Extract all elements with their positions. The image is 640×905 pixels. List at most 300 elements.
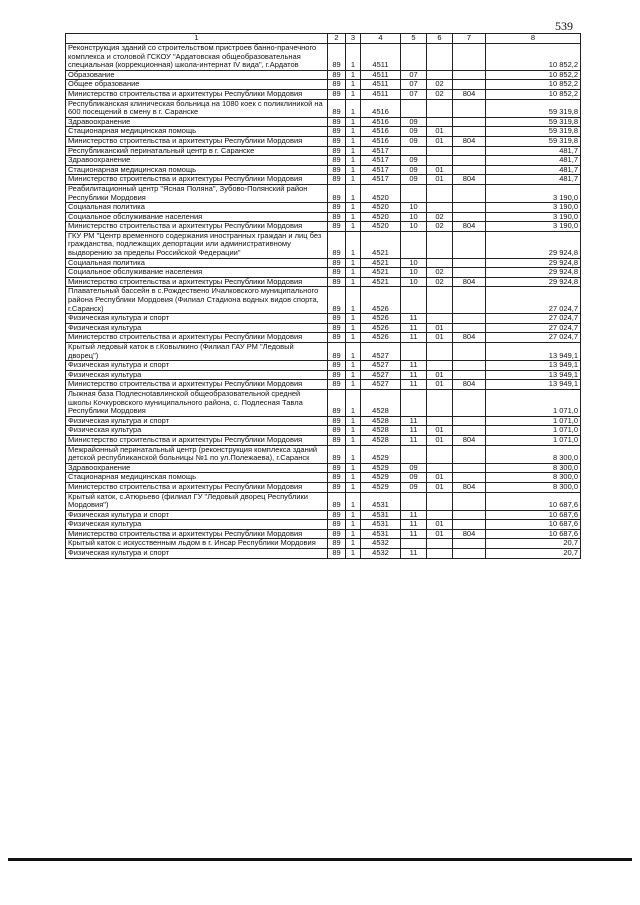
code-cell: 89 [328, 70, 346, 80]
table-row [66, 343, 581, 361]
amount-cell: 10 852,2 [486, 70, 581, 80]
subsection-cell: 01 [427, 370, 453, 380]
subcode-cell: 1 [346, 89, 361, 99]
amount-cell: 29 924,8 [486, 231, 581, 258]
item-name-cell: Министерство строительства и архитектуры Республики Мордовия [66, 136, 328, 146]
item-name-cell: Реабилитационный центр "Ясная Поляна", Зубово-Полянский район Республики Мордовия [66, 184, 328, 202]
subsection-cell: 02 [427, 212, 453, 222]
target-article-cell: 4511 [361, 80, 401, 90]
subsection-cell: 01 [427, 473, 453, 483]
subsection-cell: 01 [427, 136, 453, 146]
section-cell [401, 146, 427, 156]
amount-cell: 13 949,1 [486, 361, 581, 371]
target-article-cell: 4520 [361, 222, 401, 232]
subsection-cell: 01 [427, 127, 453, 137]
amount-cell: 29 924,8 [486, 268, 581, 278]
target-article-cell: 4521 [361, 277, 401, 287]
target-article-cell: 4526 [361, 287, 401, 314]
subcode-cell: 1 [346, 370, 361, 380]
subsection-cell: 01 [427, 333, 453, 343]
code-cell: 89 [328, 380, 346, 390]
expense-type-cell [453, 231, 486, 258]
target-article-cell: 4520 [361, 212, 401, 222]
code-cell: 89 [328, 463, 346, 473]
table-row [66, 203, 581, 213]
table-row [66, 520, 581, 530]
table-row [66, 127, 581, 137]
section-cell [401, 389, 427, 416]
code-cell: 89 [328, 510, 346, 520]
expense-type-cell [453, 184, 486, 202]
target-article-cell: 4529 [361, 463, 401, 473]
section-cell: 09 [401, 117, 427, 127]
target-article-cell: 4532 [361, 549, 401, 559]
table-row [66, 416, 581, 426]
amount-cell: 10 852,2 [486, 44, 581, 71]
header-cell: 1 [66, 34, 328, 44]
subsection-cell: 01 [427, 426, 453, 436]
table-row [66, 529, 581, 539]
section-cell [401, 44, 427, 71]
section-cell: 11 [401, 426, 427, 436]
expense-type-cell: 804 [453, 222, 486, 232]
subcode-cell: 1 [346, 463, 361, 473]
code-cell: 89 [328, 212, 346, 222]
expense-type-cell [453, 165, 486, 175]
target-article-cell: 4517 [361, 175, 401, 185]
target-article-cell: 4516 [361, 136, 401, 146]
code-cell: 89 [328, 370, 346, 380]
expense-type-cell [453, 203, 486, 213]
section-cell: 11 [401, 361, 427, 371]
code-cell: 89 [328, 127, 346, 137]
item-name-cell: Министерство строительства и архитектуры Республики Мордовия [66, 89, 328, 99]
item-name-cell: Плавательный бассейн в с.Рождествено Ичалковского муниципального района Республики Мордовия (Филиал Стадиона водных видов спорта, г.Саранск) [66, 287, 328, 314]
item-name-cell: Физическая культура [66, 370, 328, 380]
section-cell: 11 [401, 323, 427, 333]
target-article-cell: 4529 [361, 445, 401, 463]
table-row [66, 333, 581, 343]
expense-type-cell: 804 [453, 277, 486, 287]
subsection-cell [427, 389, 453, 416]
item-name-cell: Крытый каток с искусственным льдом в г. Инсар Республики Мордовия [66, 539, 328, 549]
code-cell: 89 [328, 231, 346, 258]
subcode-cell: 1 [346, 277, 361, 287]
section-cell: 09 [401, 165, 427, 175]
code-cell: 89 [328, 89, 346, 99]
item-name-cell: Здравоохранение [66, 463, 328, 473]
section-cell: 07 [401, 80, 427, 90]
target-article-cell: 4532 [361, 539, 401, 549]
target-article-cell: 4521 [361, 231, 401, 258]
table-row [66, 165, 581, 175]
code-cell: 89 [328, 165, 346, 175]
item-name-cell: Физическая культура и спорт [66, 416, 328, 426]
item-name-cell: Стационарная медицинская помощь [66, 127, 328, 137]
expense-type-cell [453, 44, 486, 71]
table-row [66, 212, 581, 222]
subsection-cell: 01 [427, 323, 453, 333]
item-name-cell: Физическая культура и спорт [66, 549, 328, 559]
code-cell: 89 [328, 520, 346, 530]
bottom-rule [8, 858, 632, 861]
section-cell: 11 [401, 529, 427, 539]
subsection-cell [427, 258, 453, 268]
target-article-cell: 4527 [361, 343, 401, 361]
table-row [66, 184, 581, 202]
item-name-cell: Физическая культура [66, 520, 328, 530]
amount-cell: 59 319,8 [486, 117, 581, 127]
expense-type-cell [453, 80, 486, 90]
section-cell: 10 [401, 268, 427, 278]
amount-cell: 29 924,8 [486, 277, 581, 287]
amount-cell: 59 319,8 [486, 136, 581, 146]
table-row [66, 463, 581, 473]
amount-cell: 29 924,8 [486, 258, 581, 268]
subsection-cell [427, 44, 453, 71]
amount-cell: 481,7 [486, 146, 581, 156]
section-cell: 10 [401, 258, 427, 268]
expense-type-cell [453, 156, 486, 166]
table-row [66, 361, 581, 371]
expense-type-cell [453, 510, 486, 520]
budget-table [65, 33, 581, 559]
expense-type-cell [453, 287, 486, 314]
item-name-cell: Физическая культура [66, 426, 328, 436]
subsection-cell [427, 156, 453, 166]
subcode-cell: 1 [346, 426, 361, 436]
section-cell: 11 [401, 370, 427, 380]
subcode-cell: 1 [346, 361, 361, 371]
code-cell: 89 [328, 99, 346, 117]
amount-cell: 1 071,0 [486, 426, 581, 436]
amount-cell: 27 024,7 [486, 323, 581, 333]
code-cell: 89 [328, 445, 346, 463]
subcode-cell: 1 [346, 117, 361, 127]
code-cell: 89 [328, 314, 346, 324]
code-cell: 89 [328, 473, 346, 483]
target-article-cell: 4516 [361, 99, 401, 117]
expense-type-cell [453, 70, 486, 80]
table-row [66, 136, 581, 146]
subsection-cell [427, 492, 453, 510]
item-name-cell: Министерство строительства и архитектуры Республики Мордовия [66, 482, 328, 492]
section-cell [401, 492, 427, 510]
section-cell [401, 539, 427, 549]
amount-cell: 1 071,0 [486, 389, 581, 416]
section-cell [401, 99, 427, 117]
item-name-cell: Социальное обслуживание населения [66, 268, 328, 278]
subcode-cell: 1 [346, 389, 361, 416]
subsection-cell [427, 416, 453, 426]
subcode-cell: 1 [346, 80, 361, 90]
subcode-cell: 1 [346, 287, 361, 314]
section-cell: 09 [401, 463, 427, 473]
amount-cell: 27 024,7 [486, 314, 581, 324]
section-cell: 09 [401, 156, 427, 166]
page-number: 539 [555, 19, 573, 33]
subcode-cell: 1 [346, 184, 361, 202]
section-cell: 11 [401, 549, 427, 559]
expense-type-cell [453, 445, 486, 463]
expense-type-cell [453, 361, 486, 371]
expense-type-cell [453, 99, 486, 117]
expense-type-cell: 804 [453, 482, 486, 492]
code-cell: 89 [328, 435, 346, 445]
subsection-cell [427, 463, 453, 473]
item-name-cell: ГКУ РМ "Центр временного содержания иностранных граждан и лиц без гражданства, подлежащих депортации или административному выдворению за пределы Российской Федерации" [66, 231, 328, 258]
amount-cell: 481,7 [486, 175, 581, 185]
code-cell: 89 [328, 175, 346, 185]
target-article-cell: 4531 [361, 520, 401, 530]
section-cell: 09 [401, 136, 427, 146]
subsection-cell [427, 70, 453, 80]
code-cell: 89 [328, 136, 346, 146]
target-article-cell: 4526 [361, 333, 401, 343]
target-article-cell: 4516 [361, 117, 401, 127]
table-row [66, 89, 581, 99]
table-row [66, 549, 581, 559]
section-cell: 09 [401, 482, 427, 492]
subsection-cell [427, 361, 453, 371]
target-article-cell: 4520 [361, 203, 401, 213]
subcode-cell: 1 [346, 445, 361, 463]
section-cell [401, 184, 427, 202]
item-name-cell: Республиканский перинатальный центр в г. Саранске [66, 146, 328, 156]
code-cell: 89 [328, 426, 346, 436]
subcode-cell: 1 [346, 510, 361, 520]
item-name-cell: Министерство строительства и архитектуры Республики Мордовия [66, 175, 328, 185]
expense-type-cell [453, 117, 486, 127]
section-cell [401, 343, 427, 361]
header-cell: 8 [486, 34, 581, 44]
item-name-cell: Физическая культура [66, 323, 328, 333]
subsection-cell: 01 [427, 482, 453, 492]
amount-cell: 20,7 [486, 539, 581, 549]
target-article-cell: 4521 [361, 268, 401, 278]
subsection-cell: 02 [427, 277, 453, 287]
expense-type-cell: 804 [453, 529, 486, 539]
item-name-cell: Лыжная база Подлесноtавлинской общеобразовательной средней школы Кочкуровского муниципального района, с. Подлесная Тавла Республики Мордовия [66, 389, 328, 416]
subcode-cell: 1 [346, 529, 361, 539]
amount-cell: 10 687,6 [486, 520, 581, 530]
amount-cell: 13 949,1 [486, 343, 581, 361]
subcode-cell: 1 [346, 222, 361, 232]
section-cell: 11 [401, 380, 427, 390]
subcode-cell: 1 [346, 203, 361, 213]
table-row [66, 117, 581, 127]
expense-type-cell [453, 416, 486, 426]
amount-cell: 8 300,0 [486, 482, 581, 492]
subsection-cell [427, 146, 453, 156]
subsection-cell [427, 445, 453, 463]
target-article-cell: 4527 [361, 380, 401, 390]
section-cell: 10 [401, 277, 427, 287]
table-row [66, 370, 581, 380]
table-row [66, 435, 581, 445]
table-row [66, 277, 581, 287]
table-row [66, 445, 581, 463]
header-cell: 2 [328, 34, 346, 44]
subcode-cell: 1 [346, 492, 361, 510]
subcode-cell: 1 [346, 70, 361, 80]
item-name-cell: Здравоохранение [66, 156, 328, 166]
code-cell: 89 [328, 333, 346, 343]
expense-type-cell [453, 314, 486, 324]
target-article-cell: 4531 [361, 492, 401, 510]
expense-type-cell: 804 [453, 136, 486, 146]
header-cell: 3 [346, 34, 361, 44]
target-article-cell: 4511 [361, 70, 401, 80]
section-cell: 07 [401, 70, 427, 80]
item-name-cell: Крытый каток, с.Атюрьево (филиал ГУ "Ледовый дворец Республики Мордовия") [66, 492, 328, 510]
header-cell: 5 [401, 34, 427, 44]
subsection-cell: 02 [427, 268, 453, 278]
table-row [66, 510, 581, 520]
expense-type-cell [453, 426, 486, 436]
subcode-cell: 1 [346, 314, 361, 324]
table-row [66, 473, 581, 483]
target-article-cell: 4520 [361, 184, 401, 202]
amount-cell: 10 852,2 [486, 80, 581, 90]
target-article-cell: 4527 [361, 370, 401, 380]
target-article-cell: 4528 [361, 416, 401, 426]
table-row [66, 492, 581, 510]
subcode-cell: 1 [346, 258, 361, 268]
amount-cell: 3 190,0 [486, 222, 581, 232]
item-name-cell: Социальное обслуживание населения [66, 212, 328, 222]
code-cell: 89 [328, 117, 346, 127]
section-cell: 11 [401, 314, 427, 324]
amount-cell: 481,7 [486, 165, 581, 175]
subsection-cell [427, 117, 453, 127]
code-cell: 89 [328, 482, 346, 492]
item-name-cell: Крытый ледовый каток в г.Ковылкино (Филиал ГАУ РМ "Ледовый дворец") [66, 343, 328, 361]
section-cell [401, 287, 427, 314]
amount-cell: 8 300,0 [486, 463, 581, 473]
section-cell: 09 [401, 175, 427, 185]
subcode-cell: 1 [346, 268, 361, 278]
code-cell: 89 [328, 203, 346, 213]
section-cell [401, 231, 427, 258]
item-name-cell: Министерство строительства и архитектуры Республики Мордовия [66, 333, 328, 343]
target-article-cell: 4528 [361, 426, 401, 436]
section-cell: 10 [401, 222, 427, 232]
item-name-cell: Социальная политика [66, 203, 328, 213]
subsection-cell [427, 203, 453, 213]
target-article-cell: 4511 [361, 44, 401, 71]
expense-type-cell [453, 520, 486, 530]
amount-cell: 10 852,2 [486, 89, 581, 99]
code-cell: 89 [328, 80, 346, 90]
table-row [66, 482, 581, 492]
expense-type-cell: 804 [453, 435, 486, 445]
target-article-cell: 4528 [361, 389, 401, 416]
subcode-cell: 1 [346, 323, 361, 333]
code-cell: 89 [328, 156, 346, 166]
expense-type-cell [453, 549, 486, 559]
target-article-cell: 4526 [361, 323, 401, 333]
amount-cell: 59 319,8 [486, 99, 581, 117]
section-cell: 11 [401, 333, 427, 343]
section-cell [401, 445, 427, 463]
code-cell: 89 [328, 529, 346, 539]
amount-cell: 27 024,7 [486, 333, 581, 343]
amount-cell: 27 024,7 [486, 287, 581, 314]
item-name-cell: Министерство строительства и архитектуры Республики Мордовия [66, 222, 328, 232]
subcode-cell: 1 [346, 175, 361, 185]
table-row [66, 287, 581, 314]
target-article-cell: 4517 [361, 156, 401, 166]
section-cell: 09 [401, 127, 427, 137]
subcode-cell: 1 [346, 539, 361, 549]
expense-type-cell: 804 [453, 380, 486, 390]
item-name-cell: Общее образование [66, 80, 328, 90]
table-row [66, 268, 581, 278]
expense-type-cell [453, 389, 486, 416]
amount-cell: 13 949,1 [486, 370, 581, 380]
amount-cell: 10 687,6 [486, 492, 581, 510]
table-row [66, 70, 581, 80]
subcode-cell: 1 [346, 333, 361, 343]
item-name-cell: Физическая культура и спорт [66, 361, 328, 371]
code-cell: 89 [328, 389, 346, 416]
subcode-cell: 1 [346, 212, 361, 222]
item-name-cell: Образование [66, 70, 328, 80]
subsection-cell [427, 184, 453, 202]
subcode-cell: 1 [346, 44, 361, 71]
subcode-cell: 1 [346, 146, 361, 156]
table-row [66, 175, 581, 185]
header-cell: 4 [361, 34, 401, 44]
target-article-cell: 4516 [361, 127, 401, 137]
subcode-cell: 1 [346, 136, 361, 146]
amount-cell: 59 319,8 [486, 127, 581, 137]
amount-cell: 20,7 [486, 549, 581, 559]
table-row [66, 380, 581, 390]
section-cell: 09 [401, 473, 427, 483]
code-cell: 89 [328, 277, 346, 287]
code-cell: 89 [328, 268, 346, 278]
subsection-cell [427, 539, 453, 549]
subsection-cell [427, 287, 453, 314]
subcode-cell: 1 [346, 380, 361, 390]
amount-cell: 1 071,0 [486, 435, 581, 445]
code-cell: 89 [328, 222, 346, 232]
expense-type-cell [453, 473, 486, 483]
item-name-cell: Министерство строительства и архитектуры Республики Мордовия [66, 529, 328, 539]
item-name-cell: Министерство строительства и архитектуры Республики Мордовия [66, 435, 328, 445]
amount-cell: 8 300,0 [486, 445, 581, 463]
table-row [66, 44, 581, 71]
target-article-cell: 4511 [361, 89, 401, 99]
table-row [66, 156, 581, 166]
amount-cell: 3 190,0 [486, 184, 581, 202]
subcode-cell: 1 [346, 435, 361, 445]
table-row [66, 231, 581, 258]
code-cell: 89 [328, 539, 346, 549]
subcode-cell: 1 [346, 127, 361, 137]
expense-type-cell [453, 127, 486, 137]
subsection-cell [427, 314, 453, 324]
item-name-cell: Реконструкция зданий со строительством пристроев банно-прачечного комплекса и столовой ГСКОУ "Ардатовская общеобразовательная специальная (коррекционная) школа-интернат IV вида", г.Ардатов [66, 44, 328, 71]
code-cell: 89 [328, 361, 346, 371]
expense-type-cell [453, 463, 486, 473]
item-name-cell: Физическая культура и спорт [66, 510, 328, 520]
expense-type-cell: 804 [453, 333, 486, 343]
code-cell: 89 [328, 492, 346, 510]
expense-type-cell [453, 370, 486, 380]
